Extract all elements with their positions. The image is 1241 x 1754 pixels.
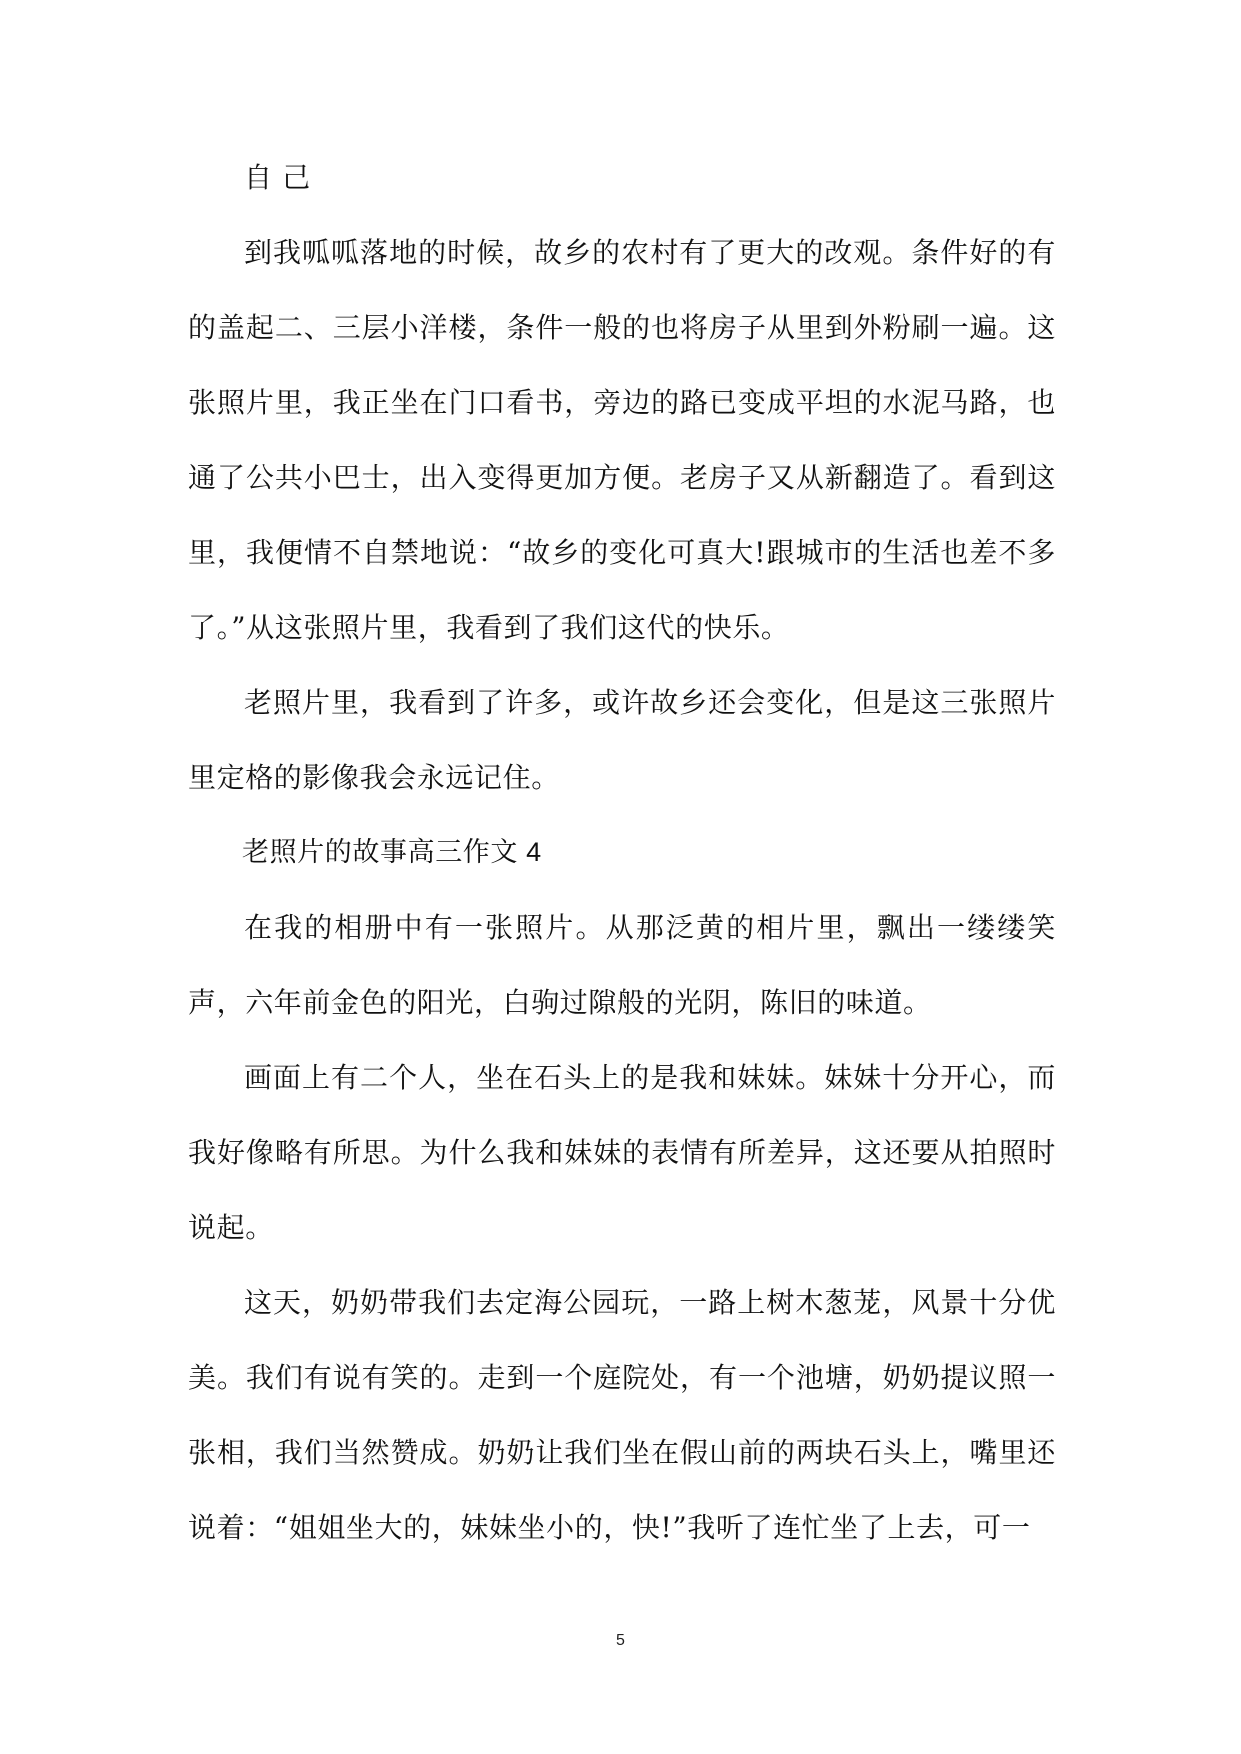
body-paragraph: 老照片里，我看到了许多，或许故乡还会变化，但是这三张照片里定格的影像我会永远记住。 <box>188 686 1056 794</box>
body-paragraph: 在我的相册中有一张照片。从那泛黄的相片里，飘出一缕缕笑声，六年前金色的阳光，白驹过隙般的光阴，陈旧的味道。 <box>188 911 1056 1019</box>
essay-title: 老照片的故事高三作文 4 <box>242 837 542 867</box>
body-paragraph: 这天，奶奶带我们去定海公园玩，一路上树木葱茏，风景十分优美。我们有说有笑的。走到一个庭院处，有一个池塘，奶奶提议照一张相，我们当然赞成。奶奶让我们坐在假山前的两块石头上，嘴里还说着：“姐姐坐大的，妹妹坐小的，快!”我听了连忙坐了上去，可一 <box>188 1286 1056 1544</box>
body-paragraph: 画面上有二个人，坐在石头上的是我和妹妹。妹妹十分开心，而我好像略有所思。为什么我和妹妹的表情有所差异，这还要从拍照时说起。 <box>188 1061 1056 1244</box>
page-number: 5 <box>616 1632 625 1649</box>
body-paragraph: 到我呱呱落地的时候，故乡的农村有了更大的改观。条件好的有的盖起二、三层小洋楼，条件一般的也将房子从里到外粉刷一遍。这张照片里，我正坐在门口看书，旁边的路已变成平坦的水泥马路，也通了公共小巴士，出入变得更加方便。老房子又从新翻造了。看到这里，我便情不自禁地说：“故乡的变化可真大!跟城市的生活也差不多了。”从这张照片里，我看到了我们这代的快乐。 <box>188 236 1056 644</box>
section-heading-self: 自 己 <box>244 161 311 194</box>
document-body <box>188 140 1056 1565</box>
